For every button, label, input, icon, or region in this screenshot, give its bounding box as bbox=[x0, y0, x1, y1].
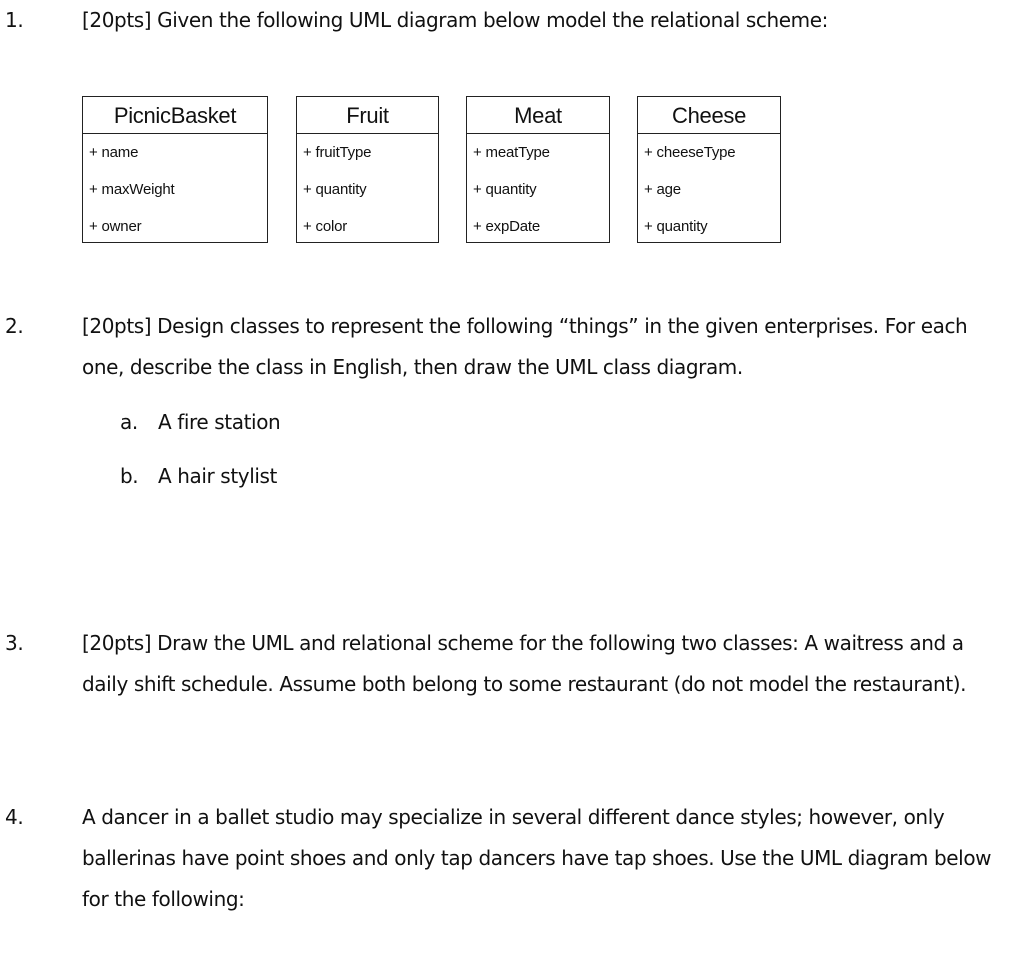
question-text: [20pts] Draw the UML and relational scheme for the following two classes: A waitress and a daily shift schedule. Assume both belong to some restaurant (do not model the restaurant). bbox=[82, 631, 967, 696]
question-number: 3. bbox=[5, 631, 24, 655]
uml-attribute: + quantity bbox=[644, 218, 708, 235]
uml-class-picnicbasket bbox=[82, 96, 268, 243]
question-text: [20pts] Given the following UML diagram below model the relational scheme: bbox=[82, 8, 828, 32]
question-3 bbox=[0, 623, 1024, 747]
uml-attribute: + cheeseType bbox=[644, 144, 736, 161]
uml-attribute: + quantity bbox=[303, 181, 367, 198]
uml-attribute: + expDate bbox=[473, 218, 540, 235]
question-number: 2. bbox=[5, 314, 24, 338]
question-1 bbox=[0, 0, 1024, 42]
subitem-b bbox=[120, 462, 520, 490]
uml-attribute: + color bbox=[303, 218, 348, 235]
uml-class-fruit bbox=[296, 96, 439, 243]
question-number: 4. bbox=[5, 805, 24, 829]
question-text: A dancer in a ballet studio may specialize in several different dance styles; however, only ballerinas have point shoes and only tap dancers have tap shoes. Use the UML diagram below for the following: bbox=[82, 805, 992, 911]
uml-class-name: PicnicBasket bbox=[83, 97, 267, 134]
subitem-text: A fire station bbox=[158, 410, 281, 434]
uml-attribute: + age bbox=[644, 181, 681, 198]
subitem-a bbox=[120, 408, 520, 436]
subitem-letter: b. bbox=[120, 464, 139, 488]
subitem-text: A hair stylist bbox=[158, 464, 277, 488]
uml-attribute: + name bbox=[89, 144, 139, 161]
uml-class-name: Meat bbox=[467, 97, 609, 134]
uml-attribute: + owner bbox=[89, 218, 142, 235]
uml-attribute: + maxWeight bbox=[89, 181, 175, 198]
question-2 bbox=[0, 306, 1024, 390]
uml-attribute: + quantity bbox=[473, 181, 537, 198]
uml-class-name: Fruit bbox=[297, 97, 438, 134]
subitem-letter: a. bbox=[120, 410, 138, 434]
question-number: 1. bbox=[5, 8, 24, 32]
uml-attribute: + fruitType bbox=[303, 144, 372, 161]
uml-class-meat bbox=[466, 96, 610, 243]
question-4 bbox=[0, 797, 1024, 921]
question-text: [20pts] Design classes to represent the following “things” in the given enterprises. For each one, describe the class in English, then draw the UML class diagram. bbox=[82, 314, 968, 379]
uml-class-cheese bbox=[637, 96, 781, 243]
uml-attribute: + meatType bbox=[473, 144, 550, 161]
uml-class-name: Cheese bbox=[638, 97, 780, 134]
